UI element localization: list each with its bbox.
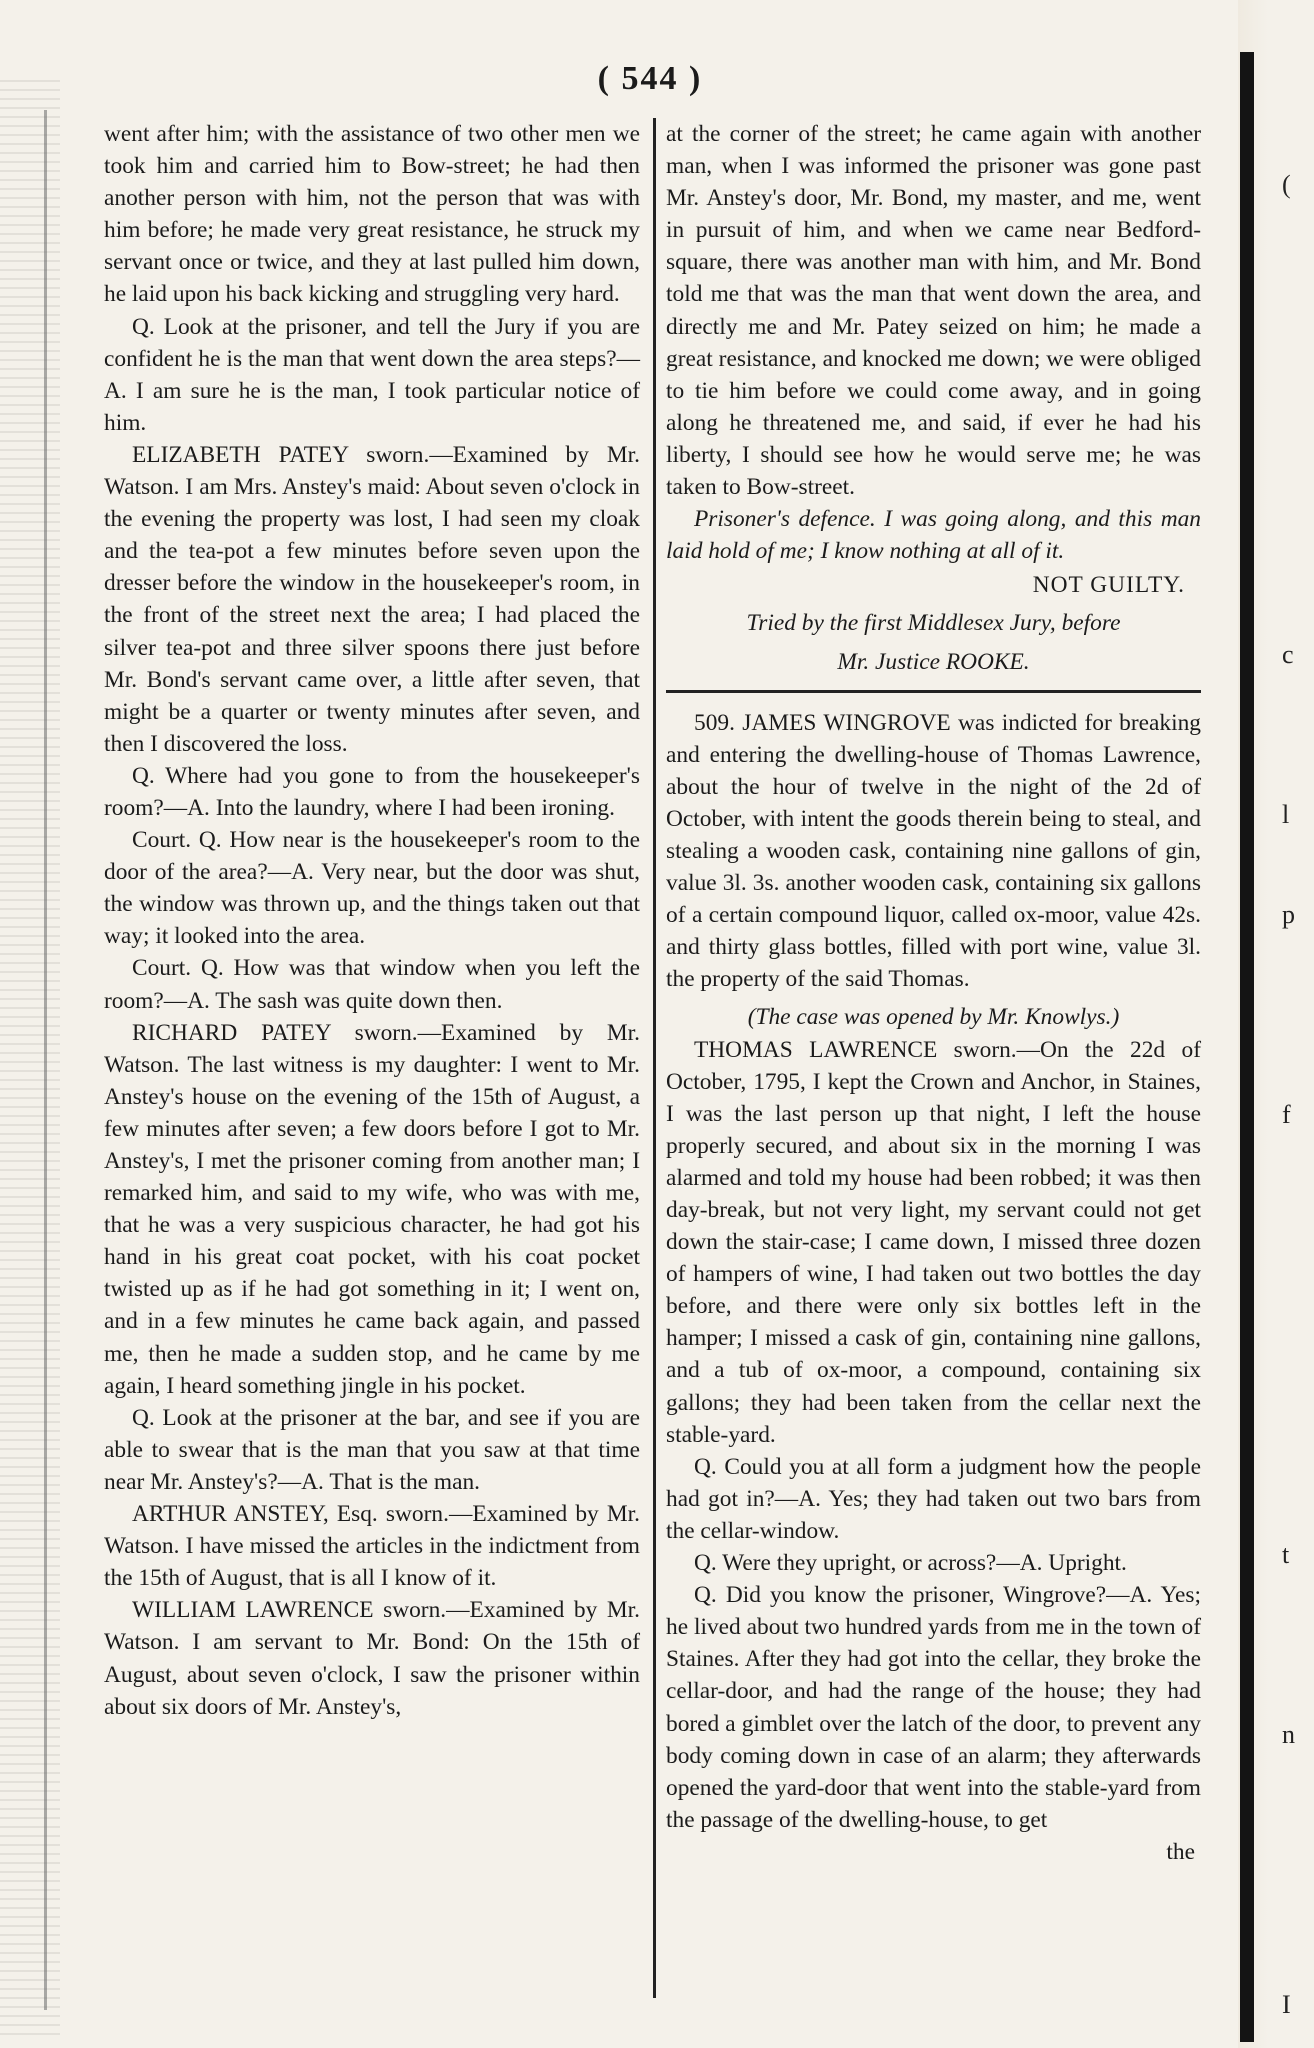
paragraph: Q. Where had you gone to from the housekeeper's room?—A. Into the laundry, where I had been ironing. — [104, 762, 640, 821]
case-opened-note: (The case was opened by Mr. Knowlys.) — [747, 1004, 1120, 1031]
edge-fragment: c — [1282, 640, 1294, 669]
binding-edge — [44, 110, 47, 2010]
paragraph: Court. Q. How near is the housekeeper's room to the door of the area?—A. Very near, but the door was shut, the window was thrown up, and the things taken out that way; it looked into the area. — [104, 827, 640, 950]
paragraph: ARTHUR ANSTEY, Esq. sworn.—Examined by Mr. Watson. I have missed the articles in the indictment from the 15th of August, that is all I know of it. — [104, 1501, 640, 1592]
edge-fragment: ( — [1282, 170, 1291, 199]
page-number: ( 544 ) — [597, 60, 703, 97]
paragraph: Q. Could you at all form a judgment how the people had got in?—A. Yes; they had taken out two bars from the cellar-window. — [666, 1453, 1201, 1544]
edge-fragment: p — [1282, 900, 1295, 929]
paragraph: Court. Q. How was that window when you left the room?—A. The sash was quite down then. — [104, 955, 640, 1014]
paragraph: Q. Were they upright, or across?—A. Upright. — [694, 1550, 1127, 1577]
edge-fragment: f — [1282, 1100, 1291, 1129]
facing-page-shadow — [1240, 52, 1254, 2042]
case-separator — [666, 690, 1201, 693]
left-column — [104, 118, 640, 1723]
paragraph: at the corner of the street; he came again with another man, when I was informed the prisoner was gone past Mr. Anstey's door, Mr. Bond, my master, and me, went in pursuit of him, and when we came near Bedford-square, there was another man with him, and Mr. Bond told me that was the man that went down the area, and directly me and Mr. Patey seized on him; he made a great resistance, and knocked me down; we were obliged to tie him before we could come away, and in going along he threatened me, and said, if ever he had his liberty, I should see how he would serve me; he was taken to Bow-street. — [666, 121, 1201, 501]
paragraph: RICHARD PATEY sworn.—Examined by Mr. Watson. The last witness is my daughter: I went to Mr. Anstey's house on the evening of the 15th of August, a few minutes after seven; a few doors before I got to Mr. Anstey's, I met the prisoner coming from another man; I remarked him, and said to my wife, who was with me, that he was a very suspicious character, he had got his hand in his great coat pocket, with his coat pocket twisted up as if he had got something in it; I went on, and in a few minutes he came back again, and passed me, then he made a sudden stop, and he came by me again, I heard something jingle in his pocket. — [104, 1019, 640, 1399]
tried-by-judge: Mr. Justice ROOKE. — [837, 648, 1030, 675]
paragraph: THOMAS LAWRENCE sworn.—On the 22d of October, 1795, I kept the Crown and Anchor, in Staines, I was the last person up that night, I left the house properly secured, and about six in the morning I was alarmed and told my house had been robbed; it was then day-break, but not very light, my servant could not get down the stair-case; I came down, I missed three dozen of hampers of wine, I had taken out two bottles the day before, and there were only six bottles left in the hamper; I missed a cask of gin, containing nine gallons, and a tub of ox-moor, a compound, containing six gallons; they had been taken from the cellar next the stable-yard. — [666, 1036, 1201, 1448]
prisoner-defence: Prisoner's defence. I was going along, and this man laid hold of me; I know nothing at all of it. — [666, 506, 1201, 565]
edge-fragment: l — [1282, 800, 1290, 829]
catchword: the — [1166, 1838, 1195, 1865]
case-indictment: 509. JAMES WINGROVE was indicted for breaking and entering the dwelling-house of Thomas Lawrence, about the hour of twelve in the night of the 2d of October, with intent the goods therein being to steal, and stealing a wooden cask, containing nine gallons of gin, value 3l. 3s. another wooden cask, containing six gallons of a certain compound liquor, called ox-moor, value 42s. and thirty glass bottles, filled with port wine, value 3l. the property of the said Thomas. — [666, 709, 1201, 993]
paragraph: Q. Did you know the prisoner, Wingrove?—A. Yes; he lived about two hundred yards from me in the town of Staines. After they had got into the cellar, they broke the cellar-door, and had the range of the house; they had bored a gimblet over the latch of the door, to prevent any body coming down in case of an alarm; they afterwards opened the yard-door that went into the stable-yard from the passage of the dwelling-house, to get — [666, 1582, 1201, 1833]
tried-by-line: Tried by the first Middlesex Jury, before — [746, 610, 1121, 637]
verdict: NOT GUILTY. — [1032, 572, 1185, 599]
paragraph: WILLIAM LAWRENCE sworn.—Examined by Mr. Watson. I am servant to Mr. Bond: On the 15th of August, about seven o'clock, I saw the prisoner within about six doors of Mr. Anstey's, — [104, 1597, 640, 1720]
paragraph: Q. Look at the prisoner at the bar, and see if you are able to swear that is the man that you saw at that time near Mr. Anstey's?—A. That is the man. — [104, 1404, 640, 1495]
edge-fragment: I — [1282, 1990, 1291, 2019]
edge-fragment: n — [1282, 1720, 1295, 1749]
binding-gutter — [0, 80, 60, 2040]
right-column — [666, 118, 1201, 1868]
column-divider — [653, 118, 656, 1998]
paragraph: ELIZABETH PATEY sworn.—Examined by Mr. Watson. I am Mrs. Anstey's maid: About seven o'clock in the evening the property was lost, I had seen my cloak and the tea-pot a few minutes before seven upon the dresser before the window in the housekeeper's room, in the front of the street next the area; I had placed the silver tea-pot and three silver spoons there just before Mr. Bond's servant came over, a little after seven, that might be a quarter or twenty minutes after seven, and then I discovered the loss. — [104, 441, 640, 757]
edge-fragment: t — [1282, 1540, 1290, 1569]
paragraph: Q. Look at the prisoner, and tell the Jury if you are confident he is the man that went down the area steps?—A. I am sure he is the man, I took particular notice of him. — [104, 313, 640, 436]
paragraph: went after him; with the assistance of two other men we took him and carried him to Bow-street; he had then another person with him, not the person that was with him before; he made very great resistance, he struck my servant once or twice, and they at last pulled him down, he laid upon his back kicking and struggling very hard. — [104, 121, 640, 308]
